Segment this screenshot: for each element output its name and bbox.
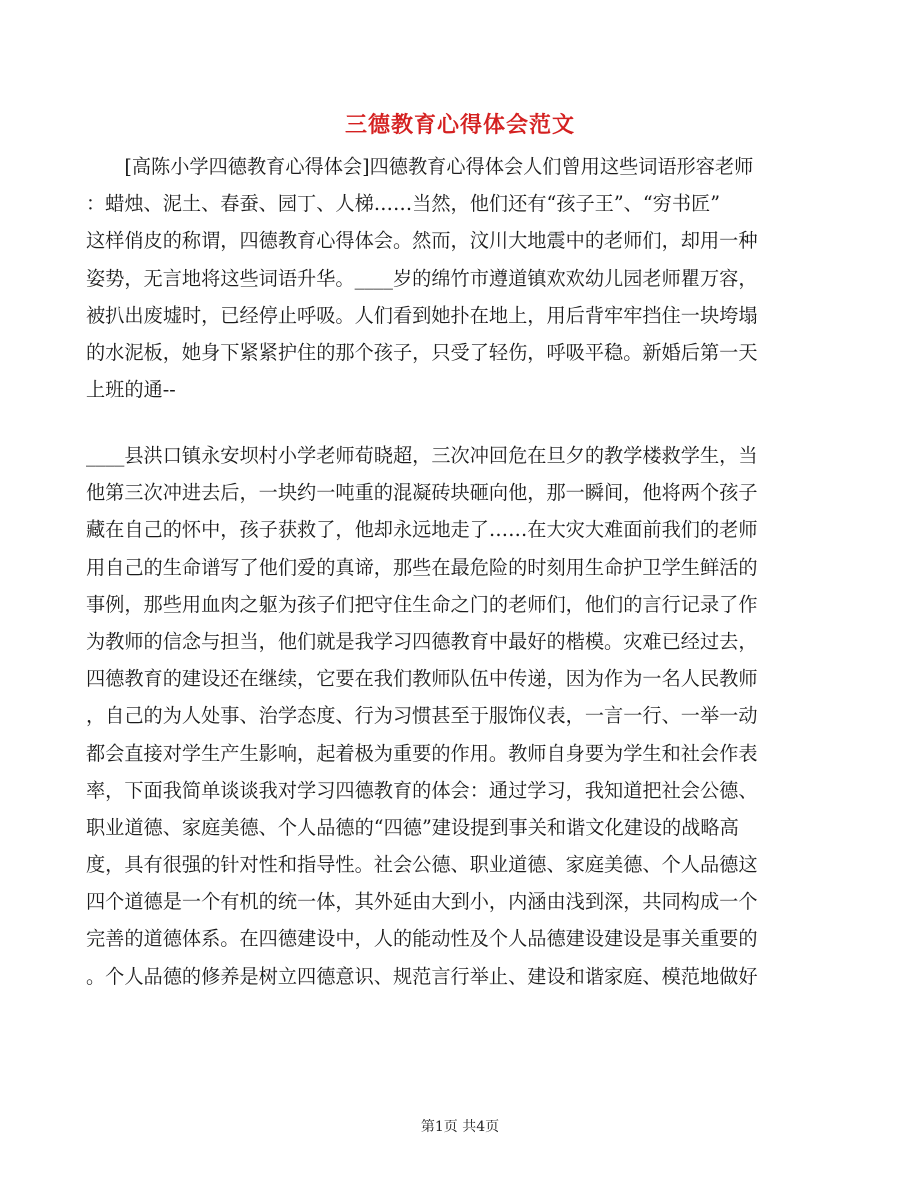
paragraph-line: 的水泥板，她身下紧紧护住的那个孩子，只受了轻伤，呼吸平稳。新婚后第一天 [86, 340, 758, 364]
paragraph-line: 。个人品德的修养是树立四德意识、规范言行举止、建设和谐家庭、模范地做好 [86, 964, 758, 988]
paragraph-line: 完善的道德体系。在四德建设中，人的能动性及个人品德建设建设是事关重要的 [86, 927, 758, 951]
paragraph-line: 他第三次冲进去后，一块约一吨重的混凝砖块砸向他，那一瞬间，他将两个孩子 [86, 481, 758, 505]
paragraph-line: 事例，那些用血肉之躯为孩子们把守住生命之门的老师们，他们的言行记录了作 [86, 592, 758, 616]
paragraph-1 [86, 148, 832, 408]
paragraph-line: 姿势，无言地将这些词语升华。____岁的绵竹市遵道镇欢欢幼儿园老师瞿万容， [86, 266, 758, 290]
paragraph-line: 职业道德、家庭美德、个人品德的“四德”建设提到事关和谐文化建设的战略高 [86, 815, 739, 839]
paragraph-line: ，自己的为人处事、治学态度、行为习惯甚至于服饰仪表，一言一行、一举一动 [86, 704, 758, 728]
paragraph-line: 这样俏皮的称谓，四德教育心得体会。然而，汶川大地震中的老师们，却用一种 [86, 229, 758, 253]
paragraph-line: 率，下面我简单谈谈我对学习四德教育的体会：通过学习，我知道把社会公德、 [86, 778, 758, 802]
paragraph-line: ：蜡烛、泥土、春蚕、园丁、人梯……当然，他们还有“孩子王”、“穷书匠” [86, 192, 721, 216]
paragraph-line: 上班的通-- [86, 378, 176, 402]
paragraph-line: 被扒出废墟时，已经停止呼吸。人们看到她扑在地上，用后背牢牢挡住一块垮塌 [86, 303, 758, 327]
paragraph-line: 为教师的信念与担当，他们就是我学习四德教育中最好的楷模。灾难已经过去， [86, 629, 758, 653]
paragraph-line: 四德教育的建设还在继续，它要在我们教师队伍中传递，因为作为一名人民教师 [86, 667, 758, 691]
paragraph-line: 藏在自己的怀中，孩子获救了，他却永远地走了……在大灾大难面前我们的老师 [86, 518, 758, 542]
paragraph-line: 都会直接对学生产生影响，起着极为重要的作用。教师自身要为学生和社会作表 [86, 741, 758, 765]
paragraph-line: [高陈小学四德教育心得体会]四德教育心得体会人们曾用这些词语形容老师 [86, 155, 754, 178]
paragraph-2 [86, 437, 832, 995]
paragraph-line: 用自己的生命谱写了他们爱的真谛，那些在最危险的时刻用生命护卫学生鲜活的 [86, 555, 758, 579]
paragraph-line: 四个道德是一个有机的统一体，其外延由大到小，内涵由浅到深，共同构成一个 [86, 890, 758, 914]
paragraph-line: 度，具有很强的针对性和指导性。社会公德、职业道德、家庭美德、个人品德这 [86, 853, 758, 877]
paragraph-line: ____县洪口镇永安坝村小学老师荀晓超，三次冲回危在旦夕的教学楼救学生，当 [86, 444, 758, 467]
page-number-footer: 第1页 共4页 [420, 1119, 500, 1135]
document-title: 三德教育心得体会范文 [344, 112, 575, 138]
